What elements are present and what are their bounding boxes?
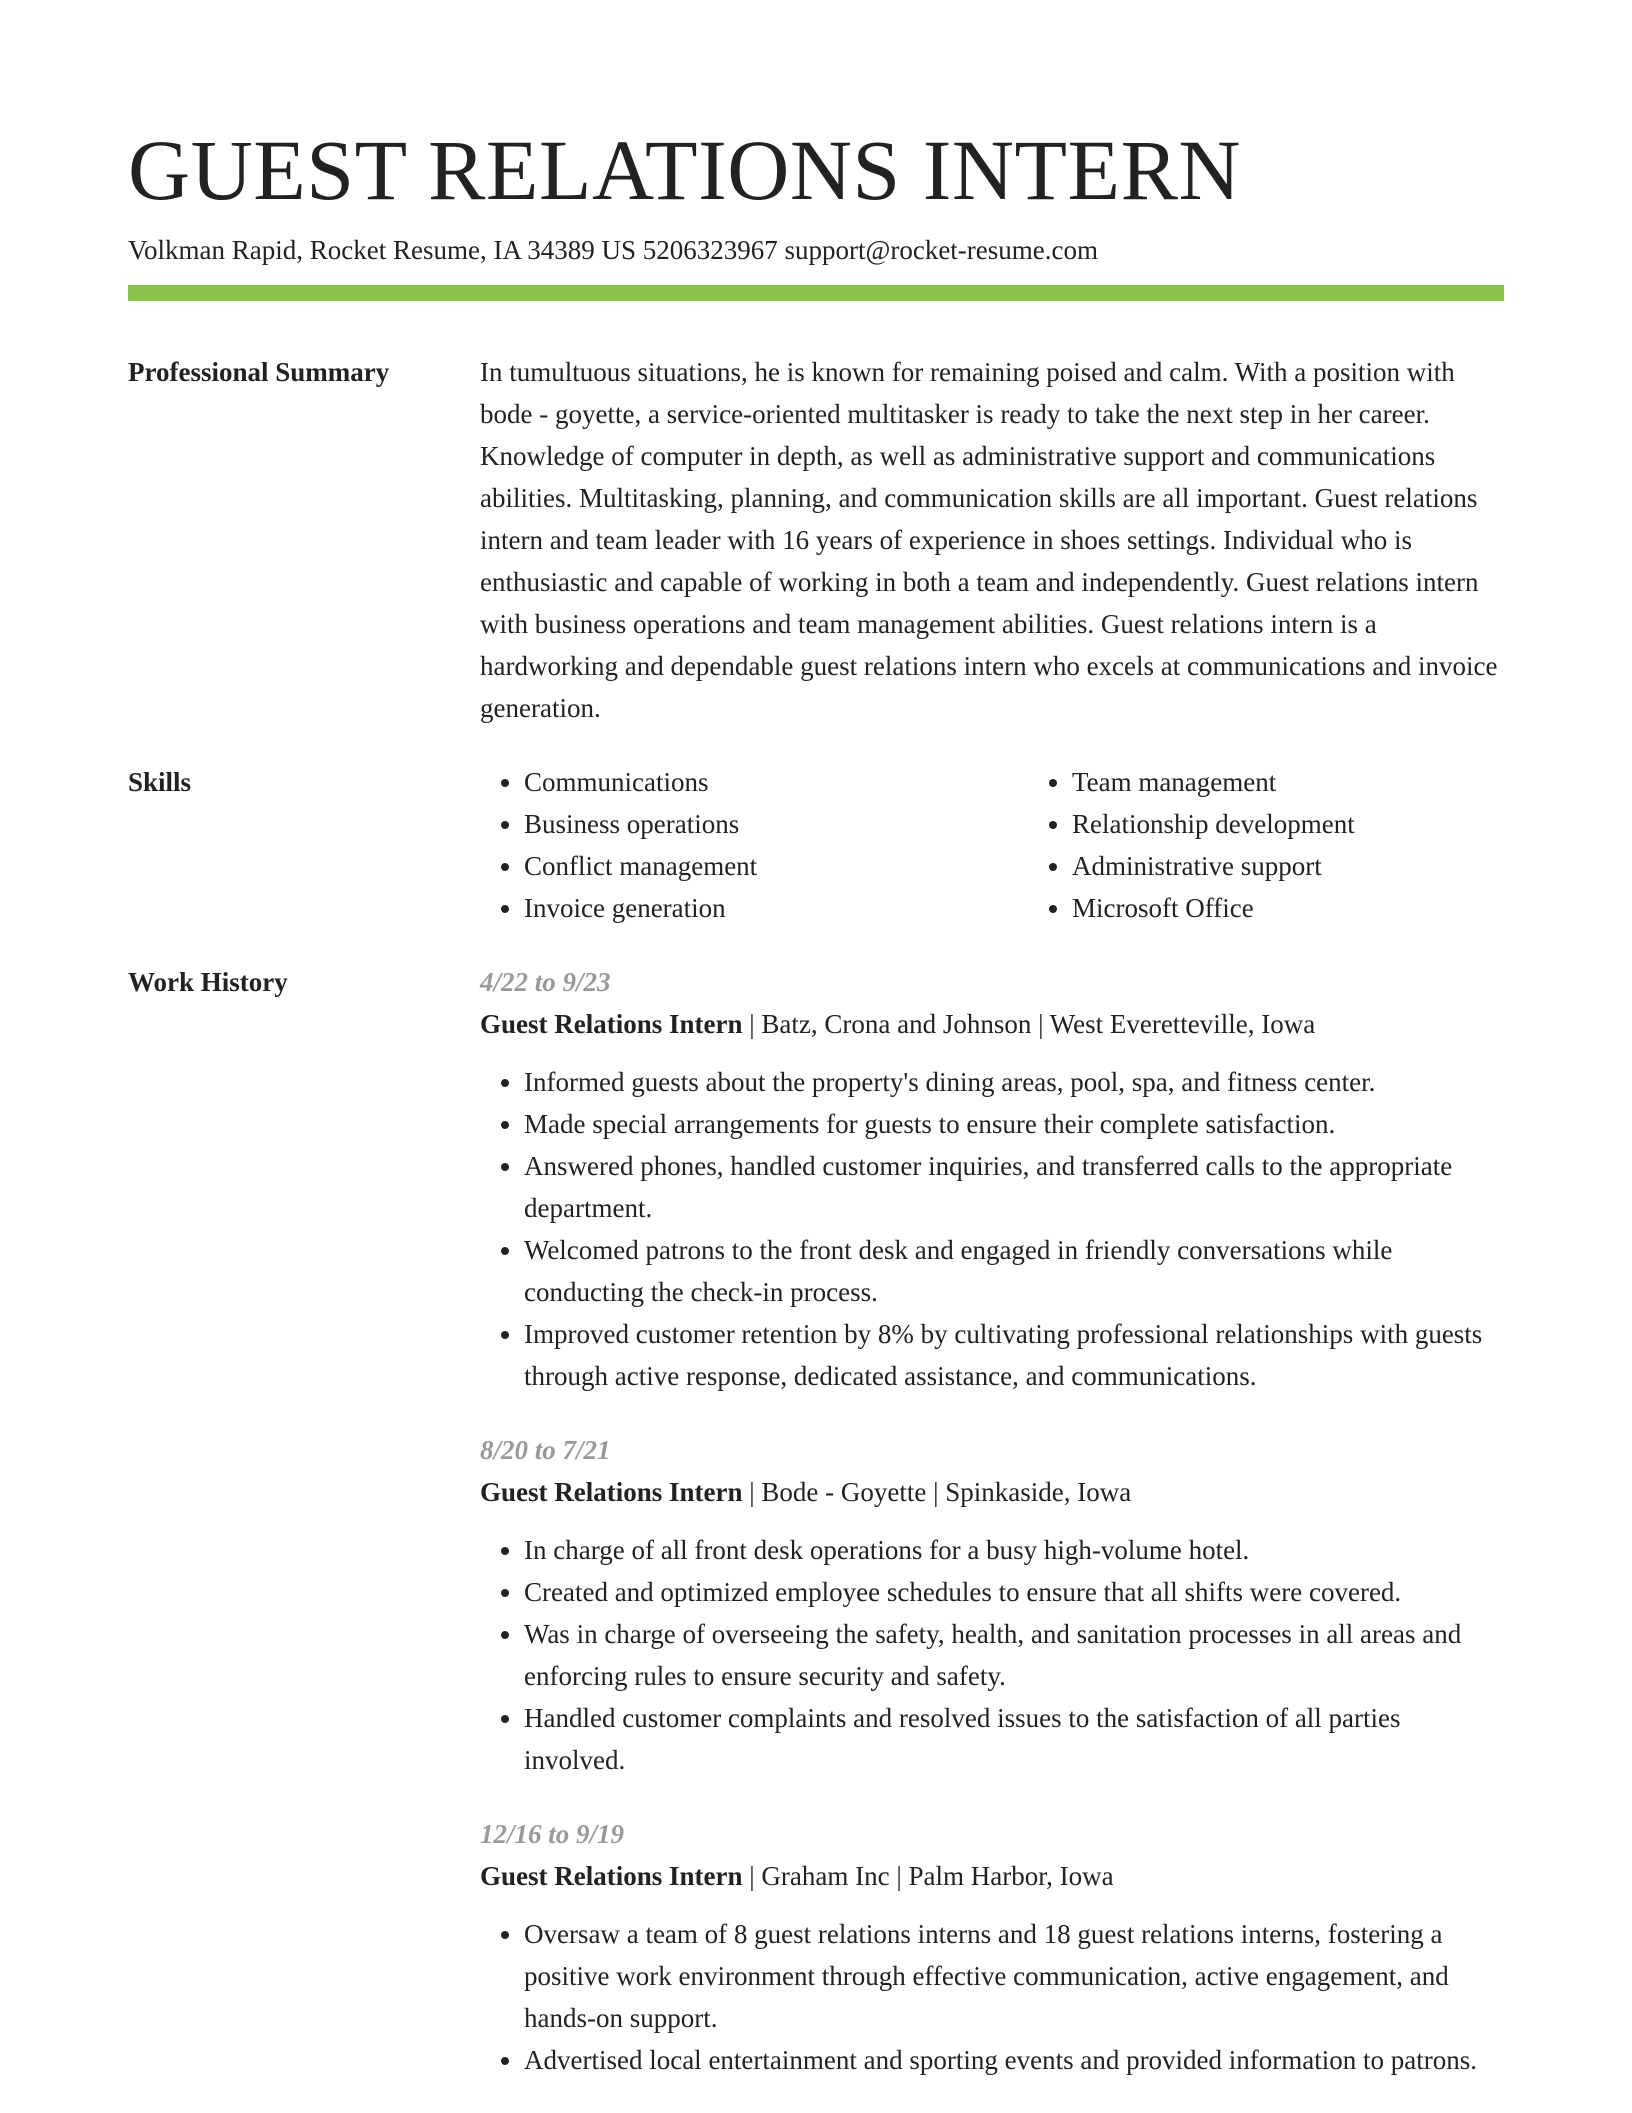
job-bullets: [480, 1529, 1504, 1781]
job-bullet: • Informed guests about the property's dining areas, pool, spa, and fitness center.: [524, 1061, 1504, 1103]
job-bullet: • Oversaw a team of 8 guest relations interns and 18 guest relations interns, fostering a positive work environment through effective communication, active engagement, and hands-on support.: [524, 1913, 1504, 2039]
skill-item: • Conflict management: [524, 845, 1028, 887]
skills-grid: [480, 761, 1576, 929]
resume-title: GUEST RELATIONS INTERN: [128, 122, 1242, 218]
summary-section: [128, 351, 1504, 729]
job-bullet: • Was in charge of overseeing the safety, health, and sanitation processes in all areas and enforcing rules to ensure security and safety.: [524, 1613, 1504, 1697]
job-employer-location: | Bode - Goyette | Spinkaside, Iowa: [742, 1477, 1132, 1507]
job-entry: [480, 1429, 1504, 1781]
job-dates: 8/20 to 7/21: [480, 1435, 611, 1465]
resume-page: [128, 120, 1504, 2113]
job-bullet: • Answered phones, handled customer inquiries, and transferred calls to the appropriate department.: [524, 1145, 1504, 1229]
work-history-body: [480, 961, 1504, 2113]
skill-item: • Microsoft Office: [1072, 887, 1576, 929]
job-bullet: • In charge of all front desk operations for a busy high-volume hotel.: [524, 1529, 1504, 1571]
job-employer-location: | Graham Inc | Palm Harbor, Iowa: [742, 1861, 1114, 1891]
skill-item: • Team management: [1072, 761, 1576, 803]
job-bullets: [480, 1913, 1504, 2081]
work-history-section: [128, 961, 1504, 2113]
skills-section: [128, 761, 1504, 929]
section-label-work-history: Work History: [128, 967, 288, 997]
job-title: Guest Relations Intern: [480, 1009, 743, 1039]
skill-item: • Communications: [524, 761, 1028, 803]
accent-divider: [128, 285, 1504, 301]
skills-list-right: [1028, 761, 1576, 929]
job-entry: [480, 961, 1504, 1397]
job-title: Guest Relations Intern: [480, 1477, 743, 1507]
job-bullet: • Advertised local entertainment and sporting events and provided information to patrons.: [524, 2039, 1504, 2081]
job-dates: 4/22 to 9/23: [480, 967, 611, 997]
skills-list-left: [480, 761, 1028, 929]
summary-text: In tumultuous situations, he is known for remaining poised and calm. With a position with bode - goyette, a service-oriented multitasker is ready to take the next step in her career. Knowledge of computer in depth, as well as administrative support and communications abilities. Multitasking, planning, and communication skills are all important. Guest relations intern and team leader with 16 years of experience in shoes settings. Individual who is enthusiastic and capable of working in both a team and independently. Guest relations intern with business operations and team management abilities. Guest relations intern is a hardworking and dependable guest relations intern who excels at communications and invoice generation.: [480, 357, 1498, 723]
contact-line: Volkman Rapid, Rocket Resume, IA 34389 US 5206323967 support@rocket-resume.com: [128, 235, 1098, 265]
job-bullets: [480, 1061, 1504, 1397]
job-heading: [480, 1471, 1504, 1513]
job-entry: [480, 1813, 1504, 2081]
section-label-skills: Skills: [128, 767, 192, 797]
section-label-summary: Professional Summary: [128, 357, 390, 387]
job-bullet: • Improved customer retention by 8% by cultivating professional relationships with guests through active response, dedicated assistance, and communications.: [524, 1313, 1504, 1397]
job-employer-location: | Batz, Crona and Johnson | West Everetteville, Iowa: [742, 1009, 1316, 1039]
job-heading: [480, 1855, 1504, 1897]
job-bullet: • Handled customer complaints and resolved issues to the satisfaction of all parties involved.: [524, 1697, 1504, 1781]
skill-item: • Invoice generation: [524, 887, 1028, 929]
job-bullet: • Created and optimized employee schedules to ensure that all shifts were covered.: [524, 1571, 1504, 1613]
job-title: Guest Relations Intern: [480, 1861, 743, 1891]
job-dates: 12/16 to 9/19: [480, 1819, 625, 1849]
skill-item: • Relationship development: [1072, 803, 1576, 845]
skill-item: • Business operations: [524, 803, 1028, 845]
job-bullet: • Made special arrangements for guests to ensure their complete satisfaction.: [524, 1103, 1504, 1145]
job-bullet: • Welcomed patrons to the front desk and engaged in friendly conversations while conducting the check-in process.: [524, 1229, 1504, 1313]
skill-item: • Administrative support: [1072, 845, 1576, 887]
job-heading: [480, 1003, 1504, 1045]
